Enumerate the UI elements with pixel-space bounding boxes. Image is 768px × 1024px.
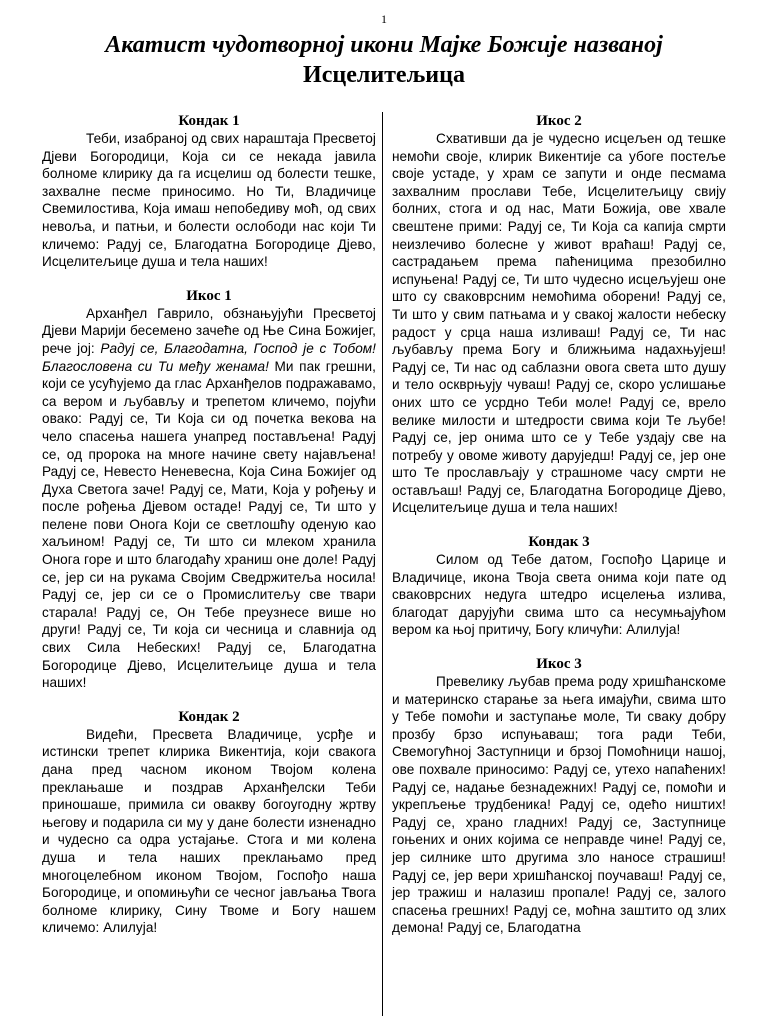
section-text: [42, 305, 376, 692]
section-kondak-1: [42, 112, 376, 271]
section-heading: Кондак 1: [178, 113, 240, 129]
section-heading: Кондак 2: [178, 708, 240, 725]
section-text: Силом од Тебе датом, Госпођо Царице и Владичице, икона Твоја света онима који пате од сваковрсних недуга штедро исцелења излива, благодат дарујући свима што са несумњајућом вером ка њој притичу, Богу кличући: Алилуја!: [392, 552, 726, 638]
page-number: 1: [381, 12, 387, 26]
section-heading: Икос 1: [186, 287, 232, 304]
text-before-italic: Арханђел Гаврило, обзнањујући Пресветој Дјеви Марији бесемено зачеће од Ње Сина Божијег, рече јој:: [42, 305, 376, 356]
document-title: [40, 30, 728, 90]
section-text: Превелику љубав према роду хришћанскоме и материнско старање за њега имајући, свима што у Тебе помоћи и заступање моле, Ти сваку добру прозбу брзо испуњаваш; тога ради Теби, Свемогућној Заступници и брзој Помоћници нашој, ове похвале приносимо: Радуј се, утехо напаћених! Радуј се, надање безнадежних! Радуј се, помоћи и укрепљење трудбеника! Радуј се, одећо ништих! Радуј се, храно гладних! Радуј се, Заступнице гоњених и оних којима се неправде чине! Радуј се, јер силнике што другима зло наносе страшиш! Радуј се, јер вери хришћанској поучаваш! Радуј се, јер тражиш и налазиш пропале! Радуј се, залого спасења грешних! Радуј се, моћна заштито од злих демона! Радуј се, Благодатна: [392, 674, 726, 936]
right-column: [392, 112, 726, 953]
left-column: [42, 112, 376, 953]
section-heading: Икос 2: [536, 113, 582, 129]
section-text: Схвативши да је чудесно исцељен од тешке немоћи своје, клирик Викентије са убоге постеље своје устаде, у храм се запути и онде песмама захвалним прослави Тебе, Исцелитељицу свију болних, стога и од нас, Мати Божија, ове хвале свештене прими: Радуј се, Ти Која са капија смрти неизлечиво болесне у живот враћаш! Радуј се, састрадањем према паћеницима презобилно испуњена! Радуј се, Ти што чудесно исцељујеш оне што су сваковрсним немоћима оборени! Радуј се, Ти што у свим патњама и у свакој жалости небеску радост у срца наша изливаш! Радуј се, Ти нас љубављу према Богу и ближњима надахњујеш! Радуј се, Ти нас од саблазни овога света што душу и тело оскврњују чуваш! Радуј се, скоро услишање оних што се усрдно Теби моле! Радуј се, врело велике милости и штедрости свима који Те љубе! Радуј се, јер онима што се у Тебе уздају све на потребу у овоме животу даруједш! Радуј се, јер оне што Те прослављају у страшноме часу смрти не остављаш! Радуј се, Благодатна Богородице Дјево, Исцелитељице душа и тела наших!: [392, 131, 726, 516]
title-line-2: Исцелитељица: [303, 62, 465, 88]
section-text: Видећи, Пресвета Владичице, усрђе и истински трепет клирика Викентија, који свакога дана пред часном иконом Твојом колена преклањаше и поздрав Арханђелски Теби приношаше, примила си овакву богоугодну жртву његову и подарила си му у дане болести изненадно и чудесно са одра устајање. Стога и ми колена душа и тела наших преклањамо пред многоцелебном иконом Твојом, Госпођо наша Богородице, и опомињући се чесног јављања Твога болноме клирику, Сину Твоме и Богу нашем кличемо: Алилуја!: [42, 726, 376, 936]
italic-quote: Радуј се, Благодатна, Господ је с Тобом! Благословена си Ти међу женама!: [42, 340, 376, 374]
section-ikos-1: [42, 287, 376, 692]
section-kondak-3: [392, 533, 726, 639]
section-ikos-3: [392, 655, 726, 937]
title-line-1: Акатист чудотворној икони Мајке Божије названој: [105, 32, 663, 58]
section-heading: Икос 3: [536, 656, 582, 673]
column-divider: [382, 112, 383, 1016]
section-ikos-2: [392, 112, 726, 517]
text-after-italic: Ми пак грешни, који се усућујемо да глас Арханђелов подражавамо, са вером и љубављу и трепетом кличемо, појући овако: Радуј се, Ти Која си од почетка векова на чело спасења нашега унапред постављена! Радуј се, од пророка на многе начине свету најављена! Радуј се, Невесто Неневесна, Која Сина Божијег од Духа Светога заче! Радуј се, Мати, Која у рођењу и после рођења Дјевом остаде! Радуј се, Ти што у пелене пови Онога Који се светлошћу оденую као хаљином! Радуј се, Ти што си млеком хранила Онога горе и што благодаћу храниш оне доле! Радуј се, јер си на рукама Својим Сведржитеља носила! Радуј се, јер си се о Промислитељу све твари старала! Радуј се, Он Тебе преузнесе више но други! Радуј се, Ти која си чесница и славнија од свих Сила Небеских! Радуј се, Благодатна Богородице Дјево, Исцелитељице душа и тела наших!: [42, 358, 376, 691]
section-heading: Кондак 3: [528, 534, 590, 551]
section-text: Теби, изабраној од свих нараштаја Пресветој Дјеви Богородици, Која си се некада јавила болноме клирику да га исцелиш од болести тешке, захвалне песме приносимо. Но Ти, Владичице Свемилостива, Која имаш непобедиву моћ, од свих невоља, и патњи, и болести ослободи нас који Ти кличемо: Радуј се, Благодатна Богородице Дјево, Исцелитељице душа и тела наших!: [42, 131, 376, 270]
section-kondak-2: [42, 708, 376, 937]
